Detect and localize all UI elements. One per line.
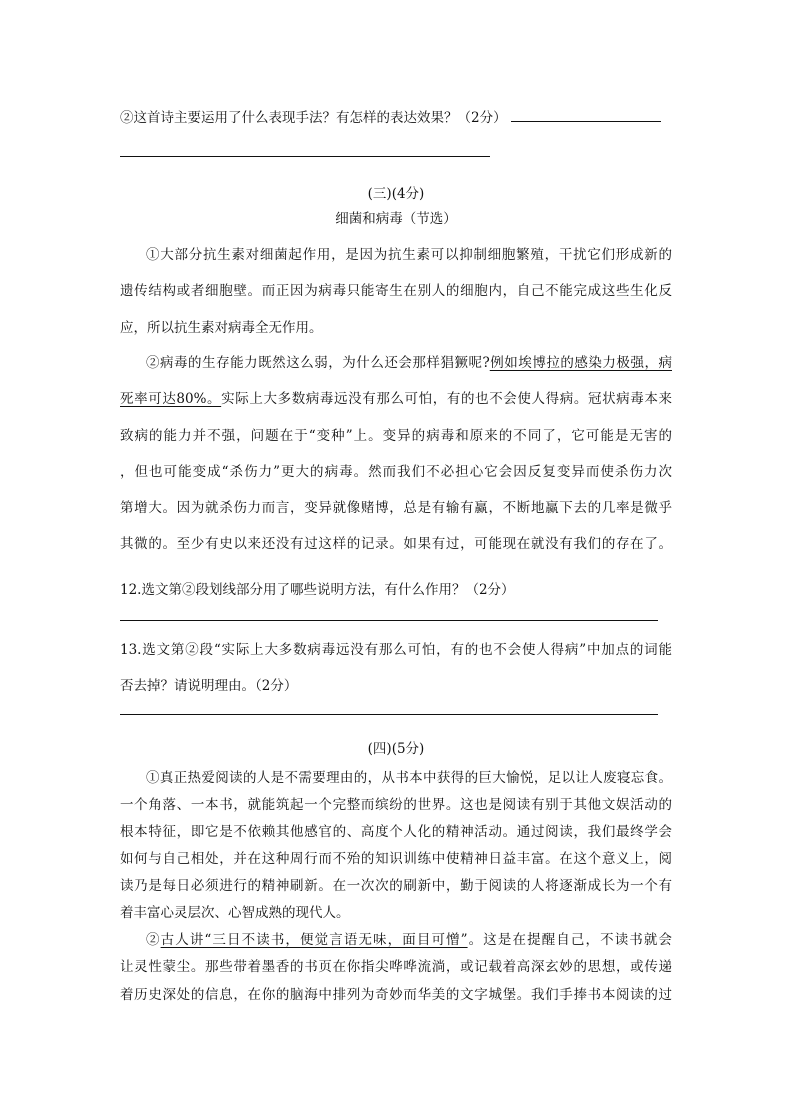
question-13-line: 否去掉？请说明理由。（2分） — [120, 678, 298, 694]
s3-p1-line: ①大部分抗生素对细菌起作用，是因为抗生素可以抑制细胞繁殖，干扰它们形成新的 — [146, 247, 672, 263]
s4-p2-line: 让灵性蒙尘。那些带着墨香的书页在你指尖哗哗流淌，或记载着高深玄妙的思想，或传递 — [120, 959, 672, 975]
poem-question — [120, 106, 680, 126]
poem-question-text: ②这首诗主要运用了什么表现手法？有怎样的表达效果？（2分） — [120, 110, 507, 126]
s4-p2-text: 。这是在提醒自己，不读书就会 — [467, 932, 673, 948]
answer-line[interactable] — [120, 156, 490, 157]
answer-line[interactable] — [120, 714, 658, 715]
s4-p2-line — [146, 928, 672, 948]
question-13-line: 13.选文第②段“实际上大多数病毒远没有那么可怕，有的也不会使人得病”中加点的词能 — [120, 642, 672, 658]
section3-heading: (三)(4分) — [367, 186, 425, 202]
s4-p1-line: ①真正热爱阅读的人是不需要理由的，从书本中获得的巨大愉悦，足以让人废寝忘食。 — [146, 770, 672, 786]
s3-p2-text: 实际上大多数病毒远没有那么可怕，有的也不会使人得病。冠状病毒本来 — [221, 391, 672, 407]
s4-p1-line: 一个角落、一本书，就能筑起一个完整而缤纷的世界。这也是阅读有别于其他文娱活动的 — [120, 797, 672, 813]
s4-p1-line: 读乃是每日必须进行的精神刷新。在一次次的刷新中，勤于阅读的人将逐渐成长为一个有 — [120, 878, 672, 894]
section4-heading: (四)(5分) — [367, 741, 425, 757]
s3-p1-line: 应，所以抗生素对病毒全无作用。 — [120, 320, 323, 336]
s3-p2-line: 其微的。至少有史以来还没有过这样的记录。如果有过，可能现在就没有我们的存在了。 — [120, 536, 672, 552]
s3-p2-line: ，但也可能变成“杀伤力”更大的病毒。然而我们不必担心它会因反复变异而使杀伤力次 — [120, 464, 672, 480]
answer-line[interactable] — [120, 620, 658, 621]
question-12: 12.选文第②段划线部分用了哪些说明方法，有什么作用？（2分） — [120, 582, 515, 598]
underlined-example: 例如埃博拉的感染力极强，病 — [489, 355, 672, 371]
underlined-example: 死率可达80%。 — [120, 391, 222, 407]
s4-p2-text: ② — [146, 932, 161, 948]
s3-p2-text: ②病毒的生存能力既然这么弱，为什么还会那样猖獗呢? — [146, 355, 490, 371]
s3-p2-line — [120, 387, 672, 407]
s4-p1-line: 根本特征，即它是不依赖其他感官的、高度个人化的精神活动。通过阅读，我们最终学会 — [120, 824, 672, 840]
answer-blank[interactable] — [511, 111, 661, 122]
s3-p1-line: 遗传结构或者细胞壁。而正因为病毒只能寄生在别人的细胞内，自己不能完成这些生化反 — [120, 283, 672, 299]
s3-p2-line: 致病的能力并不强，问题在于“变种”上。变异的病毒和原来的不同了，它可能是无害的 — [120, 428, 672, 444]
underlined-quote: 古人讲“三日不读书，便觉言语无味，面目可憎” — [160, 932, 468, 948]
s3-p2-line — [146, 351, 672, 371]
s4-p1-line: 着丰富心灵层次、心智成熟的现代人。 — [120, 905, 350, 921]
section3-title: 细菌和病毒（节选） — [335, 211, 457, 227]
s4-p1-line: 如何与自己相处，并在这种周行而不殆的知识训练中使精神日益丰富。在这个意义上，阅 — [120, 851, 672, 867]
s4-p2-line: 着历史深处的信息，在你的脑海中排列为奇妙而华美的文字城堡。我们手捧书本阅读的过 — [120, 987, 672, 1003]
s3-p2-line: 第增大。因为就杀伤力而言，变异就像赌博，总是有输有赢，不断地赢下去的几率是微乎 — [120, 500, 672, 516]
